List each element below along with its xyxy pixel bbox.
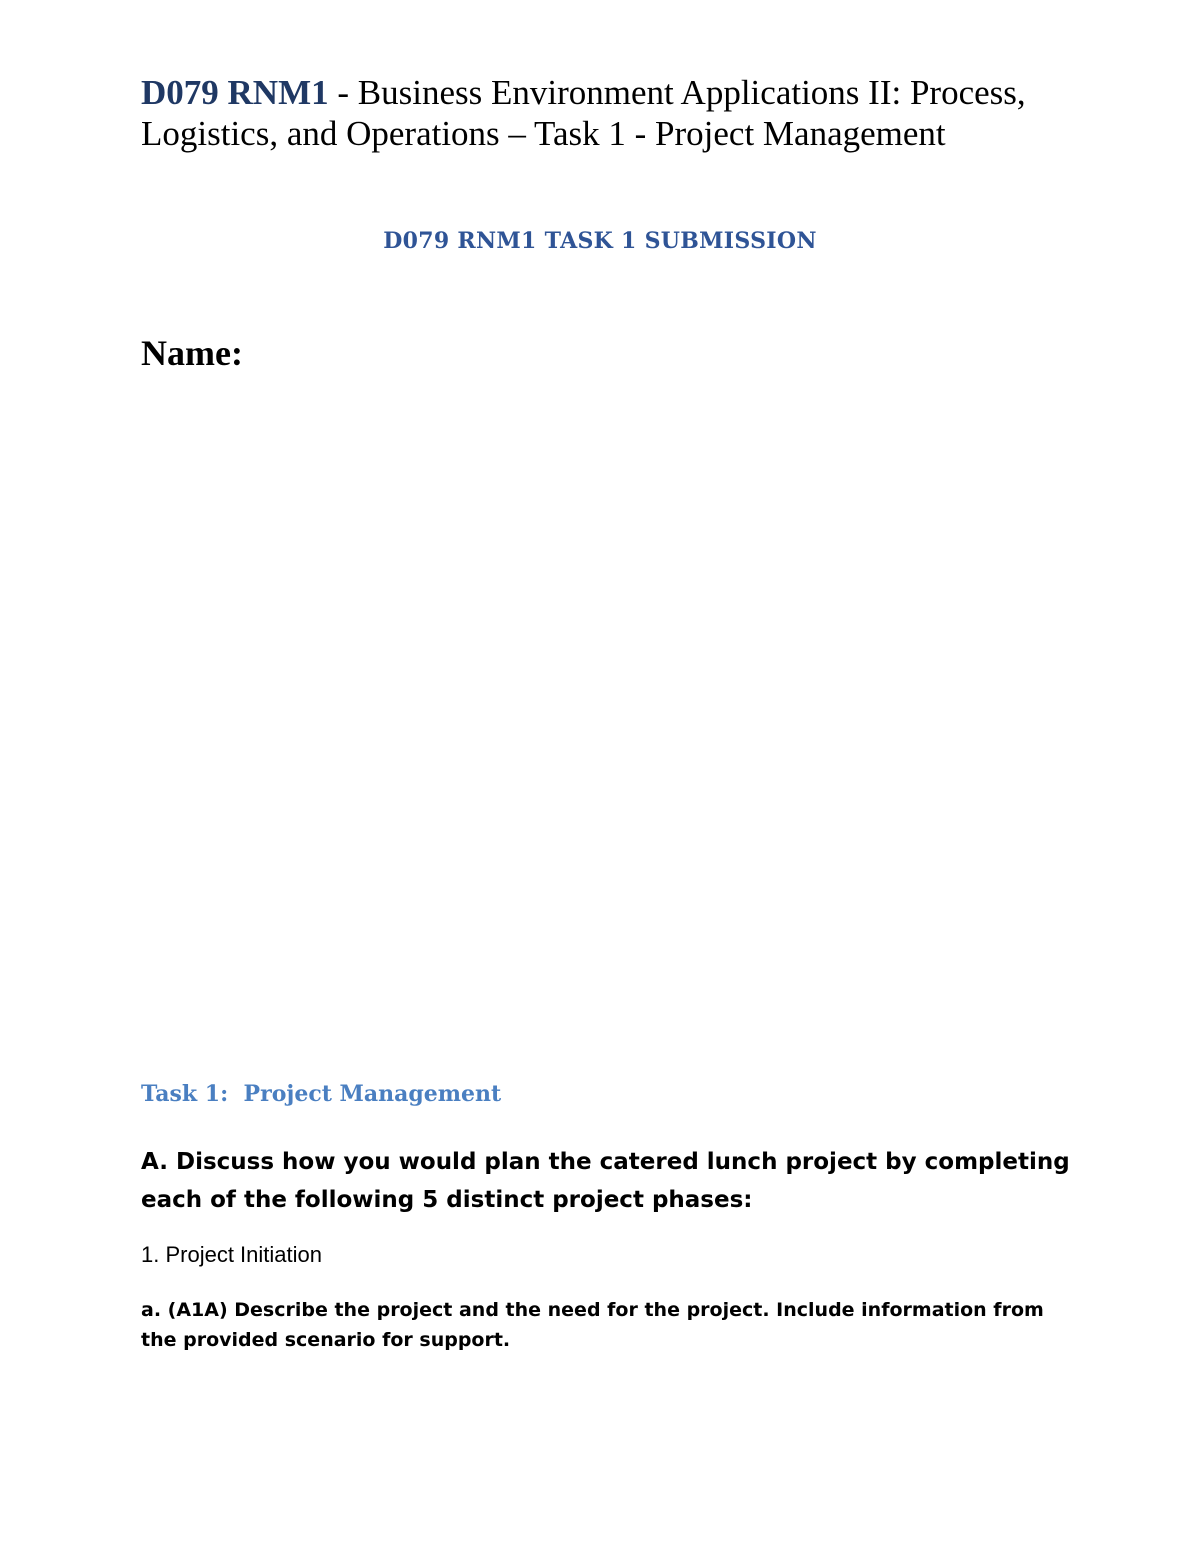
course-title: - Business Environment Applications II: Process, Logistics, and Operations – Task 1 - Project Management xyxy=(141,73,1026,153)
task-heading: Task 1: Project Management xyxy=(141,1081,502,1107)
name-label: Name: xyxy=(141,333,243,373)
course-code: D079 RNM1 xyxy=(141,73,329,112)
document-title xyxy=(141,72,1101,154)
submission-heading: D079 RNM1 TASK 1 SUBMISSION xyxy=(383,228,817,254)
phase-1-heading: 1. Project Initiation xyxy=(141,1242,322,1267)
sub-question-a1a: a. (A1A) Describe the project and the need for the project. Include information from the provided scenario for support. xyxy=(141,1299,1044,1351)
question-a: A. Discuss how you would plan the catered lunch project by completing each of the following 5 distinct project phases: xyxy=(141,1149,1070,1213)
